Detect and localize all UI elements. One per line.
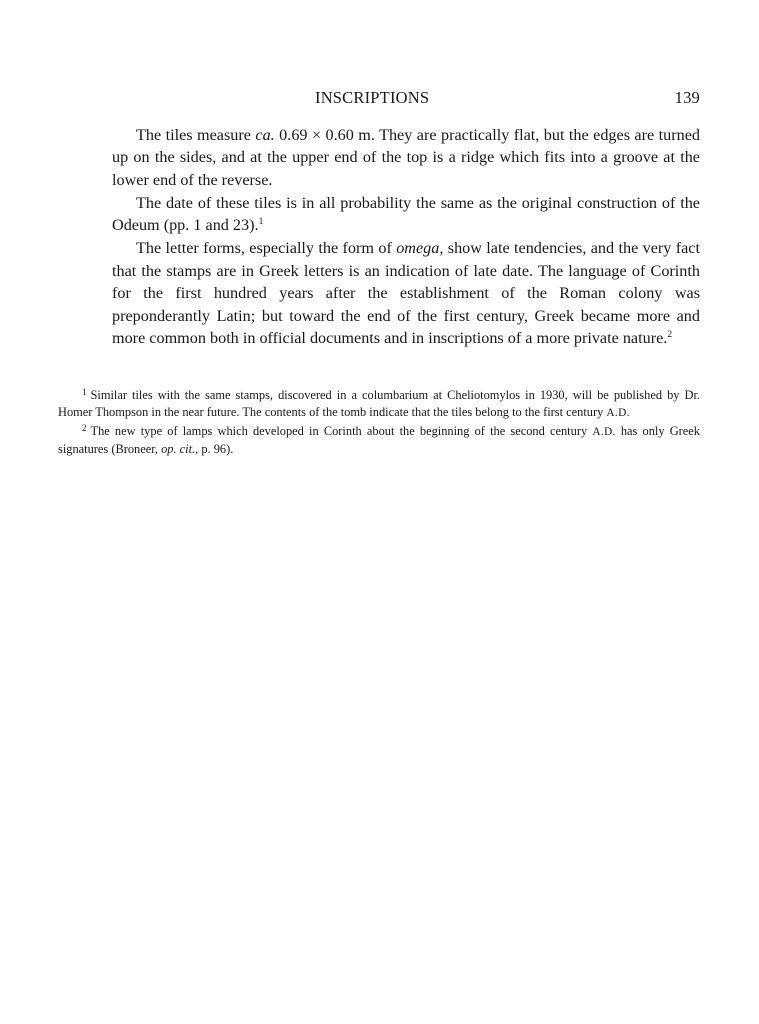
footnote-2-text-c: p. 96). <box>198 442 234 457</box>
footnote-2-number: 2 <box>82 422 87 433</box>
footnote-2-text-b: has only Greek signatures (Broneer, <box>58 423 700 457</box>
footnotes <box>58 387 700 459</box>
footnote-2 <box>58 423 700 459</box>
running-head <box>112 88 700 110</box>
footnote-1-number: 1 <box>82 387 87 397</box>
page-number: 139 <box>674 88 700 107</box>
p3-text-b: show late tendencies, and the very fact that the stamps are in Greek letters is an indication of late date. The language of Corinth for the first hundred years after the establishment of the Roman colony was preponderantly Latin; but toward the end of the first century, Greek became more and more common both in official documents and in inscriptions of a more private nature. <box>112 239 700 348</box>
footnote-1 <box>58 387 700 423</box>
p1-ca: ca. <box>255 126 275 144</box>
paragraph-tile-measurements <box>112 124 700 191</box>
footnote-ref-1[interactable]: 1 <box>258 217 264 228</box>
paragraph-tile-date <box>112 192 700 237</box>
p1-text-b: 0.69 × 0.60 m. They are practically flat, but the edges are turned up on the sides, and at the upper end of the top is a ridge which fits into a groove at the lower end of the reverse. <box>112 126 700 189</box>
p2-text: The date of these tiles is in all probability the same as the original construction of the Odeum (pp. 1 and 23). <box>112 193 700 235</box>
footnote-1-text: Similar tiles with the same stamps, discovered in a columbarium at Cheliotomylos in 1930, will be published by Dr. Homer Thompson in the near future. The contents of the tomb indicate that the tiles belong to the first century <box>58 388 700 420</box>
paragraph-letter-forms <box>112 237 700 349</box>
footnote-ref-2[interactable]: 2 <box>667 330 673 341</box>
body-text <box>112 124 700 350</box>
p3-omega: omega, <box>396 239 444 258</box>
footnote-2-text-a: The new type of lamps which developed in Corinth about the beginning of the second century <box>90 423 593 438</box>
p3-text-a: The letter forms, especially the form of <box>136 239 397 258</box>
footnote-2-era: A.D. <box>592 425 616 438</box>
footnote-1-era: A.D. <box>606 407 630 420</box>
footnote-2-op-cit: op. cit., <box>161 442 199 457</box>
p1-text-a: The tiles measure <box>136 126 256 144</box>
running-head-title: INSCRIPTIONS <box>315 88 430 107</box>
